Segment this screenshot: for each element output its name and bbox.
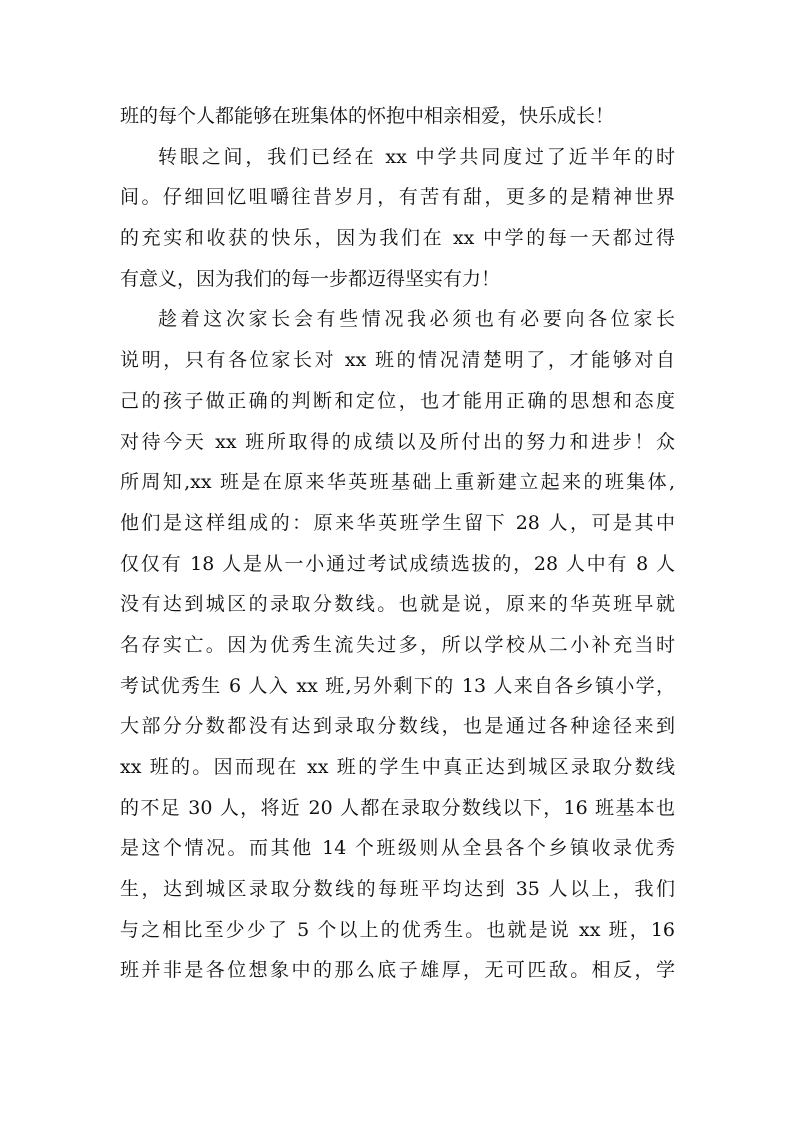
body-text [120, 96, 675, 991]
text-line: 的不足 30 人，将近 20 人都在录取分数线以下，16 班基本也 [120, 796, 675, 819]
text-line: 趁着这次家长会有些情况我必须也有必要向各位家长 [158, 308, 675, 331]
text-line: 是这个情况。而其他 14 个班级则从全县各个乡镇收录优秀 [120, 837, 675, 860]
text-line: 对待今天 xx 班所取得的成绩以及所付出的努力和进步！众 [120, 430, 675, 453]
text-line: 转眼之间，我们已经在 xx 中学共同度过了近半年的时 [158, 145, 675, 168]
text-line: 名存实亡。因为优秀生流失过多，所以学校从二小补充当时 [120, 633, 675, 656]
text-line: 说明，只有各位家长对 xx 班的情况清楚明了，才能够对自 [120, 349, 675, 372]
text-line: 考试优秀生 6 人入 xx 班,另外剩下的 13 人来自各乡镇小学， [120, 674, 675, 697]
text-line: 班的每个人都能够在班集体的怀抱中相亲相爱，快乐成长！ [120, 105, 615, 127]
text-line: 所周知,xx 班是在原来华英班基础上重新建立起来的班集体, [120, 471, 675, 494]
text-line: 班并非是各位想象中的那么底子雄厚，无可匹敌。相反，学 [120, 959, 675, 982]
text-line: 仅仅有 18 人是从一小通过考试成绩选拔的，28 人中有 8 人 [120, 552, 675, 575]
text-line: 生，达到城区录取分数线的每班平均达到 35 人以上，我们 [120, 878, 675, 901]
text-line: 己的孩子做正确的判断和定位，也才能用正确的思想和态度 [120, 389, 675, 412]
text-line: 大部分分数都没有达到录取分数线，也是通过各种途径来到 [120, 715, 675, 738]
text-line: 没有达到城区的录取分数线。也就是说，原来的华英班早就 [120, 593, 675, 616]
text-line: 的充实和收获的快乐，因为我们在 xx 中学的每一天都过得 [120, 227, 675, 250]
text-line: 间。仔细回忆咀嚼往昔岁月，有苦有甜，更多的是精神世界 [120, 186, 675, 209]
text-line: xx 班的。因而现在 xx 班的学生中真正达到城区录取分数线 [120, 756, 675, 778]
text-line: 有意义，因为我们的每一步都迈得坚实有力！ [120, 267, 501, 290]
text-line: 与之相比至少少了 5 个以上的优秀生。也就是说 xx 班，16 [120, 918, 675, 941]
text-line: 他们是这样组成的：原来华英班学生留下 28 人，可是其中 [120, 511, 675, 534]
